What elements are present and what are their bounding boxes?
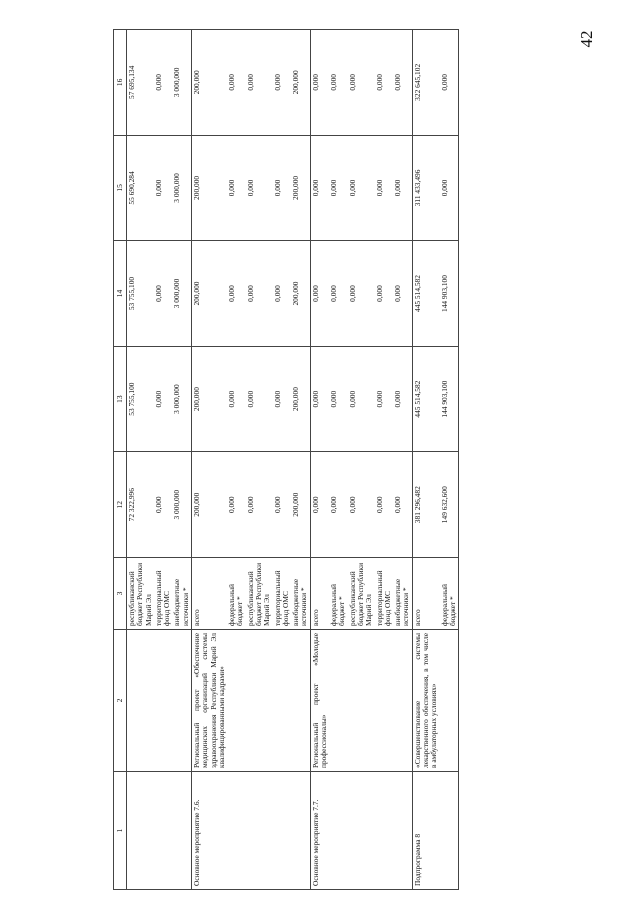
amount-cell: 0,000 — [227, 452, 246, 558]
row-description: «Совершенствование системы лекарственного обеспечения, в том числе в амбулаторных условиях» — [412, 630, 439, 772]
amount-cell: 0,000 — [273, 135, 292, 241]
amount-cell: 200,000 — [291, 452, 310, 558]
row-label — [273, 772, 292, 890]
funding-source: всего — [191, 558, 227, 630]
table-row — [127, 30, 154, 890]
amount-cell: 0,000 — [348, 30, 375, 136]
table-row — [412, 30, 439, 890]
amount-cell: 0,000 — [393, 346, 412, 452]
table-row — [246, 30, 273, 890]
amount-cell: 0,000 — [246, 135, 273, 241]
table-row — [273, 30, 292, 890]
row-label — [246, 772, 273, 890]
row-description — [375, 630, 394, 772]
amount-cell: 0,000 — [154, 241, 173, 347]
funding-source: республиканский бюджет Республики Марий Эл — [348, 558, 375, 630]
column-header: 16 — [114, 30, 127, 136]
amount-cell: 445 514,582 — [412, 241, 439, 347]
column-header: 2 — [114, 630, 127, 772]
amount-cell: 200,000 — [191, 135, 227, 241]
amount-cell: 322 645,102 — [412, 30, 439, 136]
amount-cell: 0,000 — [329, 30, 348, 136]
amount-cell: 0,000 — [375, 30, 394, 136]
amount-cell: 0,000 — [246, 30, 273, 136]
amount-cell: 0,000 — [393, 30, 412, 136]
row-label — [440, 772, 459, 890]
row-description — [440, 630, 459, 772]
row-description: Региональный проект «Молодые профессионалы» — [310, 630, 329, 772]
table-row — [329, 30, 348, 890]
amount-cell: 3 000,000 — [172, 135, 191, 241]
column-header: 13 — [114, 346, 127, 452]
amount-cell: 0,000 — [227, 346, 246, 452]
amount-cell: 3 000,000 — [172, 346, 191, 452]
row-description — [393, 630, 412, 772]
column-header: 14 — [114, 241, 127, 347]
funding-source: внебюджетные источники * — [291, 558, 310, 630]
row-label — [127, 772, 154, 890]
table-row — [191, 30, 227, 890]
amount-cell: 200,000 — [191, 452, 227, 558]
row-description — [329, 630, 348, 772]
amount-cell: 0,000 — [273, 241, 292, 347]
amount-cell: 149 632,600 — [440, 452, 459, 558]
row-label: Подпрограмма 8 — [412, 772, 439, 890]
row-label — [291, 772, 310, 890]
funding-source: внебюджетные источники * — [393, 558, 412, 630]
amount-cell: 0,000 — [154, 135, 173, 241]
amount-cell: 53 755,100 — [127, 241, 154, 347]
column-header: 12 — [114, 452, 127, 558]
rotated-page-content — [113, 30, 628, 890]
row-label: Основное мероприятие 7.6. — [191, 772, 227, 890]
amount-cell: 0,000 — [440, 135, 459, 241]
amount-cell: 445 514,582 — [412, 346, 439, 452]
column-number-row — [114, 30, 127, 890]
funding-source: республиканский бюджет Республики Марий Эл — [246, 558, 273, 630]
table-row — [154, 30, 173, 890]
amount-cell: 0,000 — [375, 346, 394, 452]
row-description — [227, 630, 246, 772]
amount-cell: 0,000 — [329, 135, 348, 241]
column-header: 1 — [114, 772, 127, 890]
amount-cell: 0,000 — [329, 346, 348, 452]
amount-cell: 200,000 — [191, 346, 227, 452]
budget-table — [113, 29, 459, 890]
funding-source: территориальный фонд ОМС — [154, 558, 173, 630]
amount-cell: 0,000 — [348, 452, 375, 558]
table-row — [227, 30, 246, 890]
funding-source: всего — [310, 558, 329, 630]
funding-source: федеральный бюджет * — [329, 558, 348, 630]
funding-source: федеральный бюджет * — [227, 558, 246, 630]
amount-cell: 0,000 — [310, 241, 329, 347]
row-description — [348, 630, 375, 772]
row-description: Региональный проект «Обеспечение медицинских организаций системы здравоохранения Республики Марий Эл квалифицированными кадрами» — [191, 630, 227, 772]
funding-source: всего — [412, 558, 439, 630]
amount-cell: 200,000 — [291, 241, 310, 347]
amount-cell: 200,000 — [191, 30, 227, 136]
funding-source: республиканский бюджет Республики Марий Эл — [127, 558, 154, 630]
amount-cell: 200,000 — [191, 241, 227, 347]
amount-cell: 55 690,284 — [127, 135, 154, 241]
table-row — [393, 30, 412, 890]
amount-cell: 0,000 — [310, 135, 329, 241]
amount-cell: 0,000 — [154, 346, 173, 452]
table-row — [375, 30, 394, 890]
amount-cell: 0,000 — [273, 452, 292, 558]
table-row — [310, 30, 329, 890]
amount-cell: 0,000 — [375, 241, 394, 347]
row-description — [154, 630, 173, 772]
row-label — [227, 772, 246, 890]
amount-cell: 0,000 — [154, 30, 173, 136]
amount-cell: 0,000 — [246, 452, 273, 558]
amount-cell: 0,000 — [310, 30, 329, 136]
row-description — [291, 630, 310, 772]
table-row — [440, 30, 459, 890]
funding-source: федеральный бюджет * — [440, 558, 459, 630]
amount-cell: 0,000 — [393, 241, 412, 347]
amount-cell: 381 296,482 — [412, 452, 439, 558]
amount-cell: 0,000 — [227, 241, 246, 347]
amount-cell: 0,000 — [375, 452, 394, 558]
amount-cell: 0,000 — [348, 346, 375, 452]
amount-cell: 144 903,100 — [440, 241, 459, 347]
row-description — [172, 630, 191, 772]
row-label — [172, 772, 191, 890]
funding-source: территориальный фонд ОМС — [375, 558, 394, 630]
amount-cell: 0,000 — [227, 135, 246, 241]
amount-cell: 72 322,996 — [127, 452, 154, 558]
amount-cell: 0,000 — [154, 452, 173, 558]
table-row — [172, 30, 191, 890]
amount-cell: 3 000,000 — [172, 241, 191, 347]
amount-cell: 0,000 — [393, 452, 412, 558]
column-header: 3 — [114, 558, 127, 630]
row-description — [246, 630, 273, 772]
amount-cell: 0,000 — [348, 135, 375, 241]
amount-cell: 200,000 — [291, 30, 310, 136]
amount-cell: 0,000 — [310, 452, 329, 558]
amount-cell: 3 000,000 — [172, 452, 191, 558]
row-label — [348, 772, 375, 890]
page-number: 42 — [577, 30, 596, 48]
amount-cell: 0,000 — [310, 346, 329, 452]
amount-cell: 200,000 — [291, 135, 310, 241]
amount-cell: 3 000,000 — [172, 30, 191, 136]
table-body — [127, 30, 459, 890]
table-row — [348, 30, 375, 890]
column-header: 15 — [114, 135, 127, 241]
amount-cell: 0,000 — [246, 241, 273, 347]
amount-cell: 144 903,100 — [440, 346, 459, 452]
amount-cell: 0,000 — [329, 241, 348, 347]
row-label — [393, 772, 412, 890]
amount-cell: 0,000 — [375, 135, 394, 241]
funding-source: внебюджетные источники * — [172, 558, 191, 630]
amount-cell: 0,000 — [348, 241, 375, 347]
funding-source: территориальный фонд ОМС — [273, 558, 292, 630]
amount-cell: 57 695,134 — [127, 30, 154, 136]
row-label — [329, 772, 348, 890]
row-label: Основное мероприятие 7.7. — [310, 772, 329, 890]
row-label — [375, 772, 394, 890]
amount-cell: 53 755,100 — [127, 346, 154, 452]
amount-cell: 0,000 — [227, 30, 246, 136]
amount-cell: 0,000 — [329, 452, 348, 558]
amount-cell: 200,000 — [291, 346, 310, 452]
amount-cell: 0,000 — [440, 30, 459, 136]
amount-cell: 0,000 — [273, 30, 292, 136]
row-label — [154, 772, 173, 890]
row-description — [273, 630, 292, 772]
amount-cell: 311 433,496 — [412, 135, 439, 241]
table-row — [291, 30, 310, 890]
amount-cell: 0,000 — [246, 346, 273, 452]
amount-cell: 0,000 — [393, 135, 412, 241]
amount-cell: 0,000 — [273, 346, 292, 452]
row-description — [127, 630, 154, 772]
